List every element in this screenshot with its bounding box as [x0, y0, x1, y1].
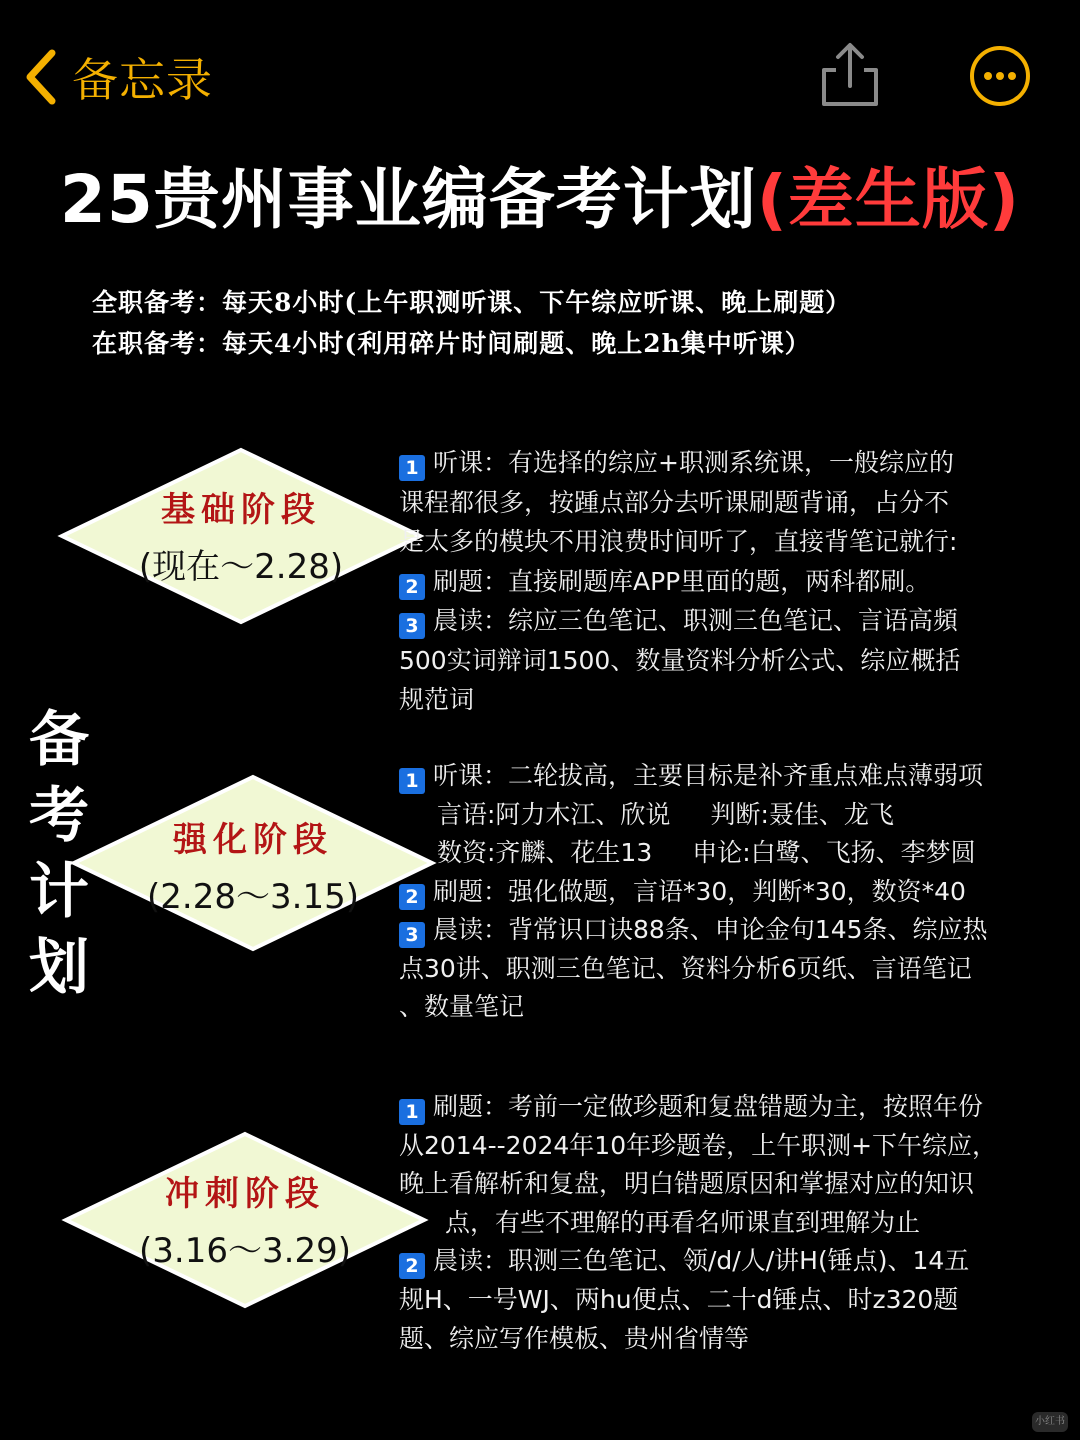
line-text: 从2014--2024年10年珍题卷，上午职测+下午综应， [399, 1130, 998, 1160]
content-line [399, 641, 1044, 681]
stage-range: (2.28～3.15) [147, 877, 359, 917]
side-char: 备 [29, 705, 89, 775]
intro-label: 全职备考： [92, 288, 223, 317]
content-line [399, 601, 1044, 641]
line-text: 刷题：考前一定做珍题和复盘错题为主，按照年份 [433, 1092, 984, 1121]
intro-line-parttime [92, 324, 811, 360]
intro-line-fulltime [92, 283, 851, 319]
page-title [0, 146, 1080, 241]
content-line [399, 873, 1044, 912]
content-line [399, 1204, 1044, 1243]
content-line [399, 911, 1044, 950]
chevron-left-icon [22, 47, 58, 107]
intro-text: 每天8小时(上午职测听课、下午综应听课、晚上刷题） [222, 288, 852, 317]
line-text: 晨读：职测三色笔记、领/d/人/讲H(锤点)、14五 [433, 1246, 970, 1276]
number-badge: 2 [399, 1253, 425, 1279]
title-main: 25贵州事业编备考计划 [59, 161, 757, 238]
intro-text: 每天4小时(利用碎片时间刷题、晚上2h集中听课） [222, 329, 811, 358]
stage-content-sprint [399, 1088, 1044, 1358]
content-line [399, 1281, 1044, 1320]
line-text: 课程都很多，按踵点部分去听课刷题背诵，占分不 [399, 487, 950, 517]
stage-range: (3.16～3.29) [139, 1231, 351, 1271]
content-line [399, 562, 1044, 602]
content-line [399, 796, 1044, 835]
line-text: 听课：二轮拔高，主要目标是补齐重点难点薄弱项 [433, 761, 984, 790]
content-line [399, 483, 1044, 523]
content-line [399, 680, 1044, 720]
content-line [399, 1320, 1044, 1359]
number-badge: 2 [399, 884, 425, 910]
number-badge: 1 [399, 768, 425, 794]
number-badge: 1 [399, 1099, 425, 1125]
line-text: 500实词辩词1500、数量资料分析公式、综应概括 [399, 645, 961, 675]
side-char: 考 [29, 781, 89, 851]
content-line [399, 834, 1044, 873]
more-icon[interactable] [968, 44, 1032, 108]
stage-label-intensive [68, 812, 438, 918]
content-line [399, 522, 1044, 562]
watermark: 小红书 [1032, 1412, 1068, 1432]
line-text: 数资:齐麟、花生13 [437, 838, 653, 867]
line-text: 言语:阿力木江、欣说 [437, 799, 671, 829]
content-line [399, 950, 1044, 989]
stage-content-basic [399, 443, 1044, 720]
line-text: 题、综应写作模板、贵州省情等 [399, 1323, 750, 1353]
line-text: 规H、一号WJ、两hu便点、二十d锤点、时z320题 [399, 1284, 959, 1314]
side-char: 计 [29, 857, 89, 927]
line-text: 是太多的模块不用浪费时间听了，直接背笔记就行: [399, 527, 958, 556]
line-text: 听课：有选择的综应+职测系统课，一般综应的 [433, 448, 954, 477]
line-text: 点30讲、职测三色笔记、资料分析6页纸、言语笔记 [399, 953, 972, 983]
line-text: 晨读：综应三色笔记、职测三色笔记、言语高頻 [433, 606, 959, 635]
line-text: 刷题：强化做题，言语*30，判断*30，数资*40 [433, 876, 966, 906]
stage-range: (现在～2.28) [138, 547, 344, 587]
line-text-col2: 判断:聂佳、龙飞 [710, 799, 894, 829]
number-badge: 3 [399, 922, 425, 948]
content-line [399, 757, 1044, 796]
content-line [399, 1165, 1044, 1204]
content-line [399, 1242, 1044, 1281]
content-line [399, 1127, 1044, 1166]
back-label: 备忘录 [72, 53, 213, 107]
line-text: 晨读：背常识口诀88条、申论金句145条、综应热 [433, 915, 988, 944]
stage-name: 基础阶段 [161, 490, 321, 530]
content-line [399, 1088, 1044, 1127]
line-text: 晚上看解析和复盘，明白错题原因和掌握对应的知识 [399, 1169, 975, 1199]
stage-content-intensive [399, 757, 1044, 1027]
line-text-col2: 申论:白鹭、飞扬、李梦圆 [692, 838, 976, 867]
number-badge: 3 [399, 613, 425, 639]
line-text: 点，有些不理解的再看名师课直到理解为止 [445, 1207, 921, 1237]
title-highlight: (差生版) [756, 161, 1021, 238]
line-text: 刷题：直接刷题库APP里面的题，两科都刷。 [433, 566, 931, 596]
content-line [399, 988, 1044, 1027]
stage-label-sprint [60, 1166, 430, 1272]
content-line [399, 443, 1044, 483]
side-char: 划 [29, 933, 89, 1003]
number-badge: 1 [399, 455, 425, 481]
back-button[interactable] [22, 44, 213, 110]
stage-name: 强化阶段 [173, 820, 333, 860]
share-icon[interactable] [818, 40, 882, 112]
number-badge: 2 [399, 574, 425, 600]
line-text: 、数量笔记 [399, 992, 525, 1021]
line-text: 规范词 [399, 685, 475, 714]
stage-label-basic [56, 482, 426, 588]
intro-label: 在职备考： [92, 329, 223, 358]
stage-name: 冲刺阶段 [165, 1174, 325, 1214]
